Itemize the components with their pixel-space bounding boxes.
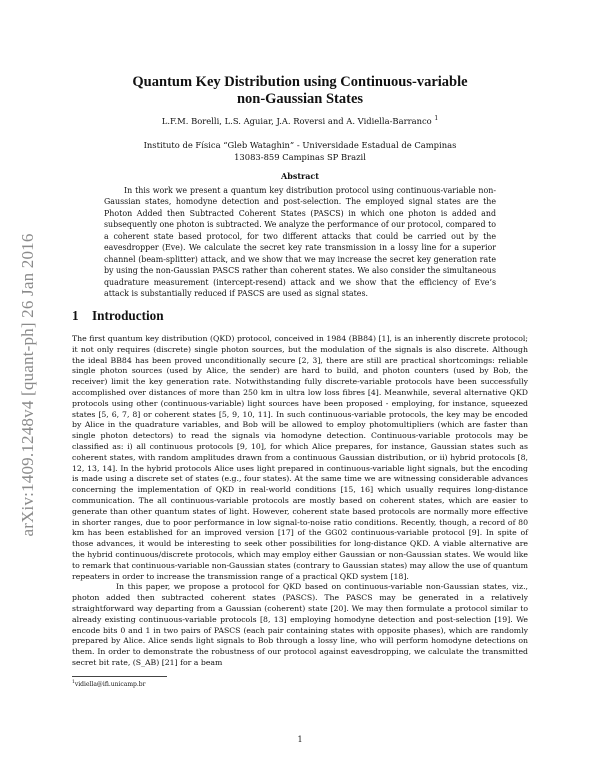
footnote xyxy=(72,680,145,688)
authors-text: L.F.M. Borelli, L.S. Aguiar, J.A. Roversi and A. Vidiella-Barranco xyxy=(161,115,432,126)
paragraph: In this paper, we propose a protocol for QKD based on continuous-variable non-Gaussian states, viz., photon added then subtracted coherent states (PASCS). The PASCS may be generated in a relatively straightforward way departing from a Gaussian (coherent) state [20]. We may then formulate a protocol similar to already existing continuous-variable protocols [8, 13] employing homodyne detection and post-selection [19]. We encode bits 0 and 1 in two pairs of PASCS (each pair containing states with opposite phases), which are randomly prepared by Alice. Alice sends light signals to Bob through a lossy line, who will perform homodyne detections on them. In order to demonstrate the robustness of our protocol against eavesdropping, we calculate the transmitted secret bit rate, (S_AB) [21] for a beam xyxy=(72,582,528,667)
section-number: 1 xyxy=(72,308,79,323)
arxiv-identifier: arXiv:1409.1248v4 [quant-ph] 26 Jan 2016 xyxy=(18,233,37,537)
affiliation-line-2: 13083-859 Campinas SP Brazil xyxy=(234,151,366,162)
abstract-text: In this work we present a quantum key distribution protocol using continuous-variable non-Gaussian states, homodyne detection and post-selection. The employed signal states are the Photon Added then Subtracted Coherent States (PASCS) in which one photon is added and subsequently one photon is subtracted. We analyze the performance of our protocol, compared to a coherent state based protocol, for two different attacks that could be carried out by the eavesdropper (Eve). We calculate the secret key rate transmission in a lossy line for a superior channel (beam-splitter) attack, and we show that we may increase the secret key generation rate by using the non-Gaussian PASCS rather than coherent states. We also consider the simultaneous quadrature measurement (intercept-resend) attack and we show that the efficiency of Eve’s attack is substantially reduced if PASCS are used as signal states. xyxy=(104,186,496,299)
footnote-mark: 1 xyxy=(72,680,75,685)
abstract-heading: Abstract xyxy=(281,171,319,181)
affiliation xyxy=(70,140,530,163)
paragraph: The first quantum key distribution (QKD) protocol, conceived in 1984 (BB84) [1], is an inherently discrete protocol; it not only requires (discrete) single photon sources, but the modulation of the signals is also discrete. Although the ideal BB84 has been proved unconditionally secure [2, 3], there are still are practical shortcomings: reliable single photon sources (used by Alice, the sender) are hard to build, and photon counters (used by Bob, the receiver) limit the key generation rate. Notwithstanding fully discrete-variable protocols have been successfully accomplished over distances of more than 250 km in ultra low loss fibres [4]. Meanwhile, several alternative QKD protocols using other (continuous-variable) light sources have been proposed - employing, for instance, squeezed states [5, 6, 7, 8] or coherent states [5, 9, 10, 11]. In such continuous-variable protocols, the key may be encoded by Alice in the quadrature variables, and Bob will be allowed to employ photomultipliers (which are faster than single photon detectors) to read the signals via homodyne detection. Continuous-variable protocols may be classified as: i) all continuous protocols [9, 10], for which Alice prepares, for instance, Gaussian states such as coherent states, with random amplitudes drawn from a continuous Gaussian distribution, or ii) hybrid protocols [8, 12, 13, 14]. In the hybrid protocols Alice uses light prepared in continuous-variable light signals, but the encoding is made using a discrete set of states (e.g., four states). At the same time we are witnessing considerable advances concerning the implementation of QKD in real-world conditions [15, 16] which usually requires long-distance communication. The all continuous-variable protocols are mostly based on coherent states, which are easier to generate than other quantum states of light. However, coherent state based protocols are normally more effective in shorter ranges, due to poor performance in low signal-to-noise ratio conditions. Recently, though, a record of 80 km has been established for an improved version [17] of the GG02 continuous-variable protocol [9]. In spite of those advances, it would be interesting to seek other possibilities for long-distance QKD. A viable alternative are the hybrid continuous/discrete protocols, which may employ either Gaussian or non-Gaussian states. We would like to remark that continuous-variable non-Gaussian states (contrary to Gaussian states) may allow the use of quantum repeaters in order to increase the transmission range of a practical QKD system [18]. xyxy=(72,334,529,581)
footnote-rule xyxy=(72,676,167,677)
author-list xyxy=(70,115,530,126)
page-number: 1 xyxy=(297,735,303,744)
arxiv-sidebar-stamp xyxy=(14,185,42,585)
paper-title xyxy=(70,74,530,108)
section-title: Introduction xyxy=(92,308,164,323)
title-line-1: Quantum Key Distribution using Continuous-variable xyxy=(132,74,468,90)
affiliation-line-1: Instituto de Física “Gleb Wataghin” - Universidade Estadual de Campinas xyxy=(143,140,457,150)
author-footnote-mark: 1 xyxy=(434,115,439,122)
title-line-2: non-Gaussian States xyxy=(236,91,364,107)
footnote-email: vidiella@ifi.unicamp.br xyxy=(74,681,146,688)
body-text xyxy=(72,334,528,669)
section-heading xyxy=(72,308,164,324)
